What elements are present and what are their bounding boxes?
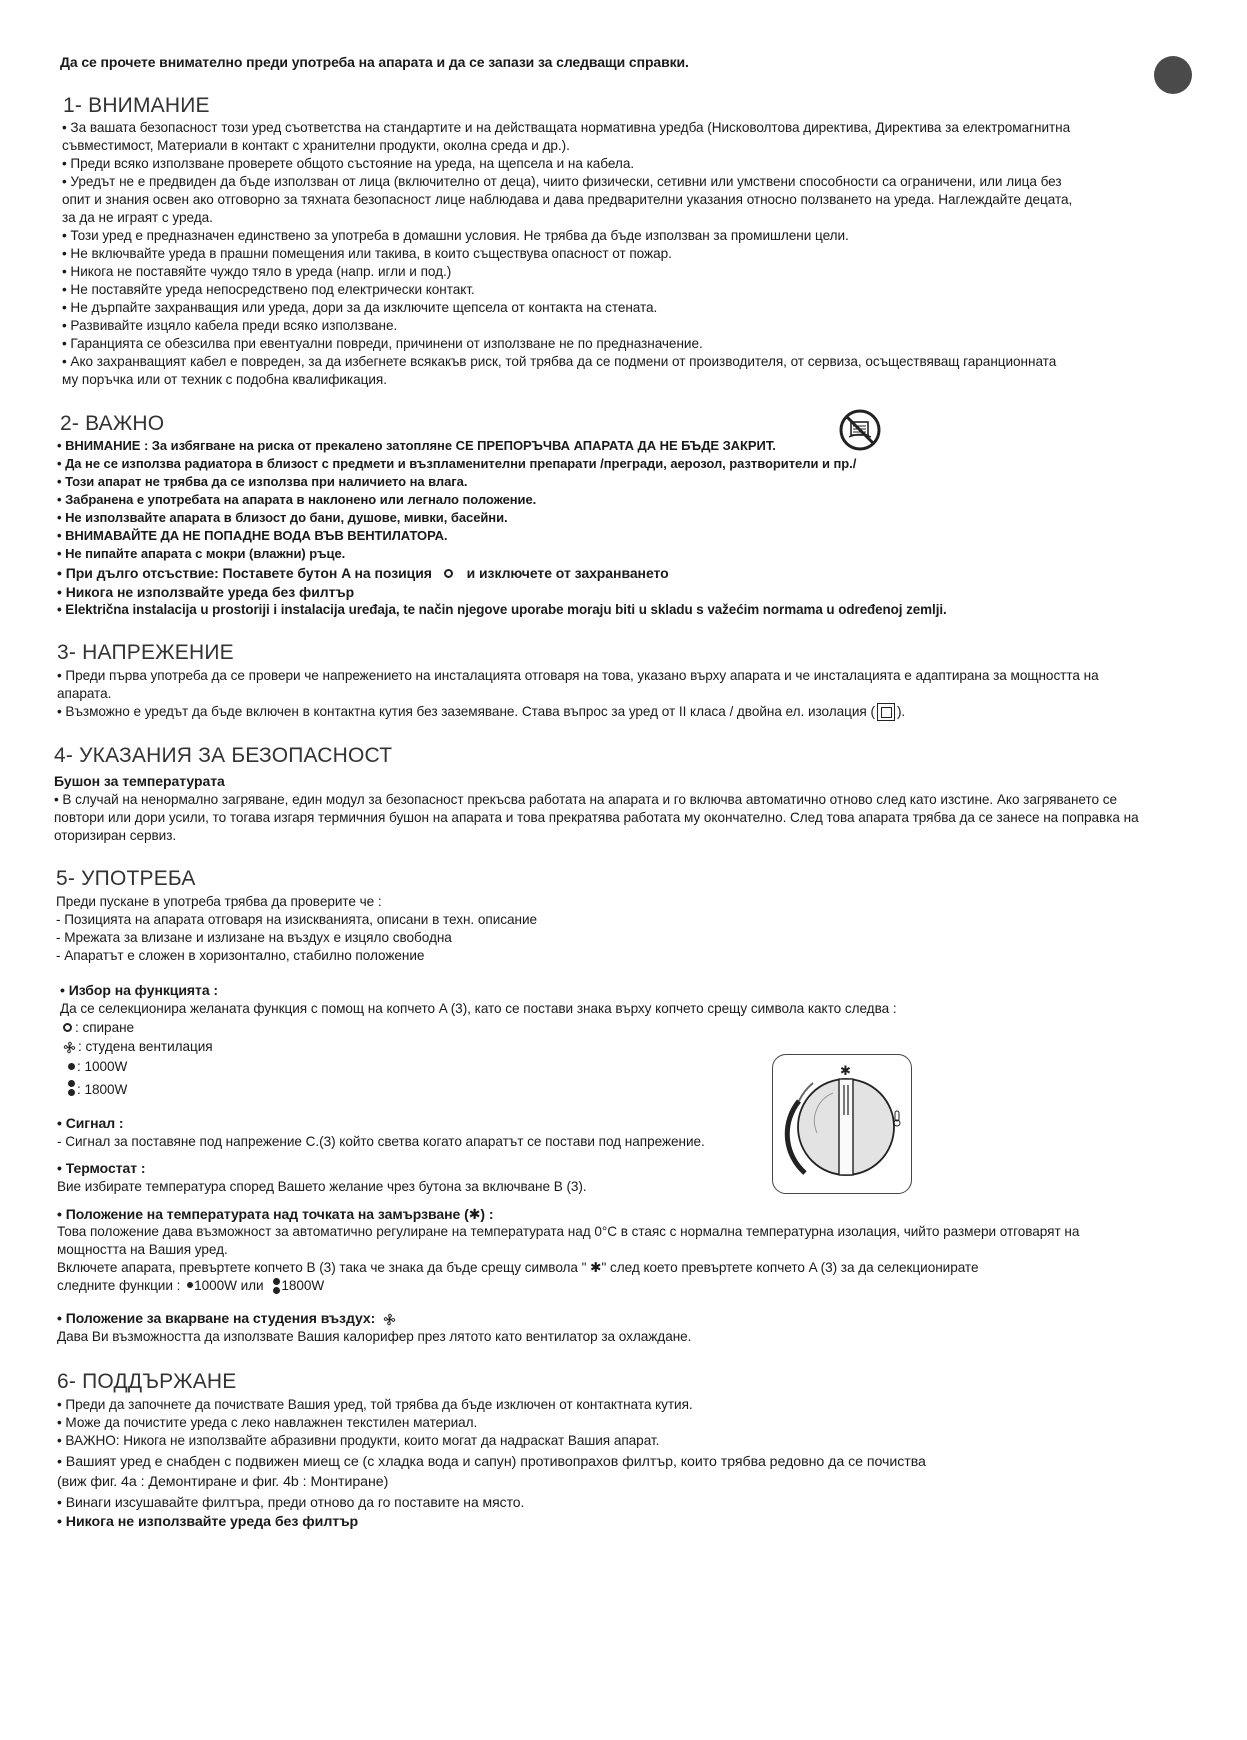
s2-line: • ВНИМАНИЕ : За избягване на риска от прекалено затопляне СЕ ПРЕПОРЪЧВА АПАРАТА ДА НЕ БЪДЕ ЗАКРИТ. (57, 438, 776, 453)
s1-line: • Не дърпайте захранващия или уреда, дори за да изключите щепсела от контакта на стената. (62, 300, 658, 315)
s1-line: • Този уред е предназначен единствено за употреба в домашни условия. Не трябва да бъде използван за промишлени цели. (62, 228, 849, 243)
frost-line: Това положение дава възможност за автоматично регулиране на температурата над 0°C в стаяс с нормална температурна изолация, чийто размери отговарят на (57, 1224, 1080, 1239)
section-2-title: 2- ВАЖНО (60, 412, 165, 435)
s1-line: • Никога не поставяйте чуждо тяло в уреда (напр. игли и под.) (62, 264, 452, 279)
function-stop (63, 1019, 134, 1037)
s1-line: за да не играят с уреда. (62, 210, 213, 225)
fan-icon (383, 1313, 396, 1326)
s4-line: повтори или дори усили, то тогава изгаря термичния бушон на апарата и това прекратява работата му окончателно. След това апарата трябва да се занесе на поправка на (54, 810, 1139, 825)
s5-pre-line: - Позицията на апарата отговаря на изискванията, описани в техн. описание (56, 912, 538, 927)
frost-line-functions (57, 1277, 324, 1295)
frost-1800-label: 1800W (281, 1278, 325, 1293)
do-not-cover-icon (838, 408, 882, 452)
two-dot-icon (273, 1278, 279, 1292)
function-title: • Избор на функцията : (60, 982, 219, 998)
s2-line: • ВНИМАВАЙТЕ ДА НЕ ПОПАДНЕ ВОДА ВЪВ ВЕНТИЛАТОРА. (57, 528, 448, 543)
function-stop-label: : спиране (75, 1020, 135, 1035)
s2-line: • Този апарат не трябва да се използва при наличието на влага. (57, 474, 468, 489)
control-knob-diagram (772, 1054, 912, 1194)
section-1-title: 1- ВНИМАНИЕ (63, 94, 210, 117)
s2-line: • Не пипайте апарата с мокри (влажни) ръце. (57, 546, 346, 561)
page-marker-dot (1154, 56, 1192, 94)
s1-line: • Ако захранващият кабел е повреден, за да избегнете всякакъв риск, той трябва да се подмени от производителя, от сервиза, осъществяващ гаранционната (62, 354, 1057, 369)
frost-1000-label: 1000W или (194, 1278, 264, 1293)
frost-functions-label: следните функции : (57, 1278, 181, 1293)
cold-air-desc: Дава Ви възможността да използвате Вашия калорифер през лятото като вентилатор за охлаждане. (57, 1329, 692, 1344)
s1-line: • Гаранцията се обезсилва при евентуални повреди, причинени от използване не по предназначение. (62, 336, 703, 351)
double-insulation-icon (877, 703, 895, 721)
function-1000-label: : 1000W (77, 1059, 128, 1074)
s6-line: • Може да почистите уреда с леко навлажнен текстилен материал. (57, 1415, 478, 1430)
intro-note: Да се прочете внимателно преди употреба на апарата и да се запази за следващи справки. (60, 54, 689, 70)
knob-drawing (773, 1055, 911, 1193)
thermostat-desc: Вие избирате температура според Вашето желание чрез бутона за включване B (3). (57, 1179, 587, 1194)
one-dot-icon (68, 1063, 75, 1070)
off-position-icon (444, 569, 453, 578)
svg-text:✱: ✱ (840, 1064, 851, 1079)
function-cold (63, 1038, 213, 1056)
s5-pre-line: Преди пускане в употреба трябва да проверите че : (56, 894, 382, 909)
frost-title: • Положение на температурата над точката на замързване (✱) : (57, 1206, 494, 1222)
section-3-title: 3- НАПРЕЖЕНИЕ (57, 641, 234, 664)
s1-line: • Развивайте изцяло кабела преди всяко използване. (62, 318, 398, 333)
s1-line: • Не поставяйте уреда непосредствено под електрически контакт. (62, 282, 475, 297)
s2-absence-line (57, 564, 669, 582)
absence-text-b: и изключете от захранването (466, 565, 669, 581)
s4-line: • В случай на ненормално загряване, един модул за безопасност прекъсва работата на апарата и го включва автоматично отново след като изстине. Ако загряването се (54, 792, 1118, 807)
s1-line: • Уредът не е предвиден да бъде използван от лица (включително от деца), чиито физически, сетивни или умствени способности са ограничени, или лица без (62, 174, 1062, 189)
s6-line: • Вашият уред е снабден с подвижен миещ се (с хладка вода и сапун) противопрахов филтър, които трябва редовно да се почиства (57, 1454, 926, 1470)
s2-line: • Да не се използва радиатора в близост с предмети и възпламенителни препарати /прегради, аерозол, разтворители и пр./ (57, 456, 857, 471)
one-dot-icon (187, 1282, 193, 1288)
s3-line-class2 (57, 703, 905, 721)
fan-icon (63, 1041, 76, 1054)
frost-line: Включете апарата, превъртете копчето B (3) така че знака да бъде срещу символа " ✱" след което превъртете копчето A (3) за да селекционирате (57, 1260, 979, 1275)
thermostat-title: • Термостат : (57, 1160, 146, 1176)
section-4-title: 4- УКАЗАНИЯ ЗА БЕЗОПАСНОСТ (54, 744, 393, 767)
s2-line: • Забранена е употребата на апарата в наклонено или легнало положение. (57, 492, 537, 507)
off-position-icon (63, 1023, 72, 1032)
s4-subtitle: Бушон за температурата (54, 773, 225, 789)
s4-line: оторизиран сервиз. (54, 828, 177, 843)
cold-air-title-text: • Положение за вкарване на студения въздух: (57, 1310, 376, 1326)
function-1800 (66, 1080, 127, 1099)
section-6-title: 6- ПОДДЪРЖАНЕ (57, 1370, 237, 1393)
section-5-title: 5- УПОТРЕБА (56, 867, 196, 890)
s1-line: му поръчка или от техник с подобна квалификация. (62, 372, 387, 387)
s5-pre-line: - Мрежата за влизане и излизане на въздух е изцяло свободна (56, 930, 452, 945)
s6-line: (виж фиг. 4a : Демонтиране и фиг. 4b : Монтиране) (57, 1474, 389, 1490)
frost-line: мощността на Вашия уред. (57, 1242, 228, 1257)
signal-title: • Сигнал : (57, 1115, 124, 1131)
s5-pre-line: - Апаратът е сложен в хоризонтално, стабилно положение (56, 948, 425, 963)
s1-line: опит и знания освен ако отговорно за тяхната безопасност лице наблюдава и дава предварителни указания относно ползването на уреда. Наглеждайте децата, (62, 192, 1073, 207)
s1-line: • За вашата безопасност този уред съответства на стандартите и на действащата нормативна уредба (Нисковолтова директива, Директива за електромагнитна (62, 120, 1071, 135)
s1-line: • Преди всяко използване проверете общото състояние на уреда, на щепсела и на кабела. (62, 156, 635, 171)
s3-line: • Преди първа употреба да се провери че напрежението на инсталацията отговаря на това, указано върху апарата и че инсталацията е адаптирана за мощността на (57, 668, 1099, 683)
s2-filter-line: • Никога не използвайте уреда без филтър (57, 584, 355, 600)
s1-line: • Не включвайте уреда в прашни помещения или такива, в които съществува опасност от пожар. (62, 246, 672, 261)
cold-air-title (57, 1309, 396, 1327)
absence-text-a: • При дълго отсъствие: Поставете бутон A на позиция (57, 565, 432, 581)
two-dot-icon (68, 1080, 75, 1096)
s6-line: • Преди да започнете да почиствате Вашия уред, той трябва да бъде изключен от контактната кутия. (57, 1397, 693, 1412)
class2-text: • Възможно е уредът да бъде включен в контактна кутия без заземяване. Става въпрос за уред от II класа / двойна ел. изолация ( (57, 704, 875, 719)
function-1000 (66, 1058, 127, 1076)
s6-line: • ВАЖНО: Никога не използвайте абразивни продукти, които могат да надраскат Вашия апарат. (57, 1433, 660, 1448)
function-cold-label: : студена вентилация (78, 1039, 213, 1054)
s3-line: апарата. (57, 686, 112, 701)
function-1800-label: : 1800W (77, 1082, 128, 1097)
s6-line: • Никога не използвайте уреда без филтър (57, 1514, 359, 1530)
class2-close: ). (896, 704, 906, 719)
signal-desc: - Сигнал за поставяне под напрежение C.(3) който светва когато апаратът се постави под напрежение. (57, 1134, 705, 1149)
s6-line: • Винаги изсушавайте филтъра, преди отново да го поставите на място. (57, 1494, 525, 1510)
s2-installation-line: • Električna instalacija u prostoriji i instalacija uređaja, te način njegove uporabe moraju biti u skladu s važećim normama u određenoj zemlji. (57, 602, 947, 617)
s1-line: съвместимост, Материали в контакт с хранителни продукти, околна среда и др.). (62, 138, 570, 153)
function-desc: Да се селекционира желаната функция с помощ на копчето A (3), като се постави знака върху копчето срещу символа както следва : (60, 1001, 897, 1016)
s2-line: • Не използвайте апарата в близост до бани, душове, мивки, басейни. (57, 510, 508, 525)
